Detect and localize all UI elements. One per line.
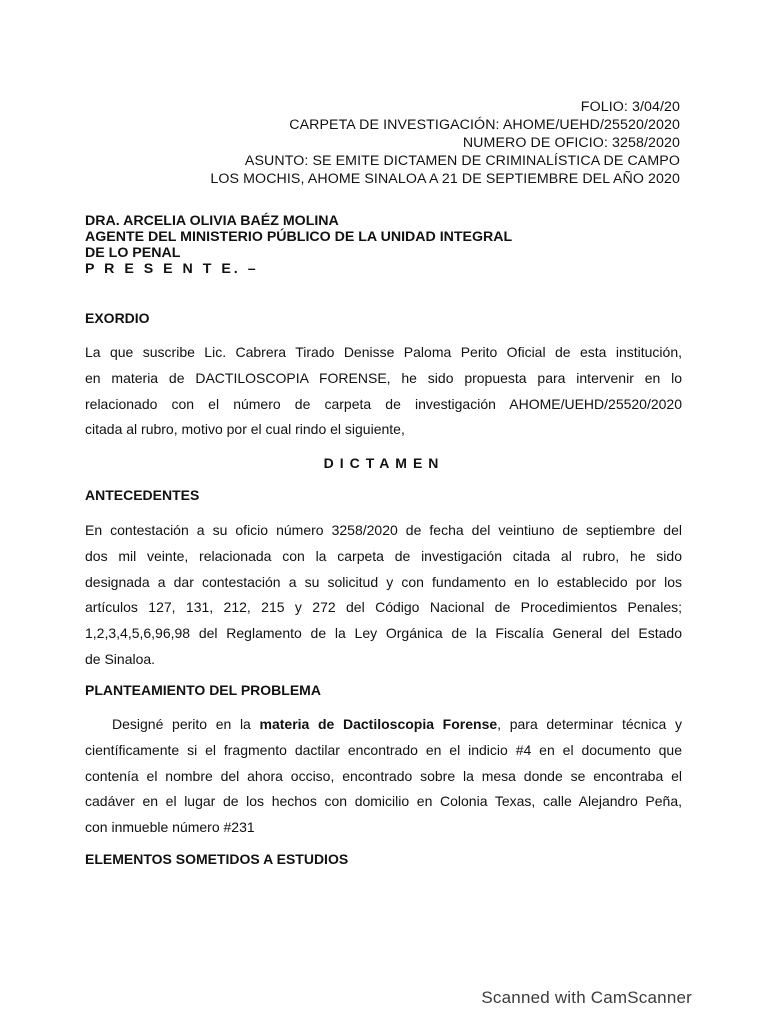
exordio-heading: EXORDIO	[85, 310, 150, 326]
dictamen-title: DICTAMEN	[323, 455, 445, 471]
paragraph-line: artículos 127, 131, 212, 215 y 272 del Código Nacional de Procedimientos Penales;	[85, 599, 682, 616]
elementos-heading: ELEMENTOS SOMETIDOS A ESTUDIOS	[85, 851, 349, 867]
planteamiento-paragraph	[85, 712, 682, 841]
addressee-role-line-2: DE LO PENAL	[85, 245, 181, 261]
paragraph-line: de Sinaloa.	[85, 650, 156, 667]
addressee-block	[85, 213, 512, 277]
oficio-line: NUMERO DE OFICIO: 3258/2020	[462, 135, 680, 151]
paragraph-line	[85, 712, 682, 738]
exordio-paragraph	[85, 340, 682, 443]
planteamiento-text-start: Designé perito en la	[112, 716, 260, 732]
antecedentes-paragraph	[85, 518, 682, 673]
paragraph-line: 1,2,3,4,5,6,96,98 del Reglamento de la Ley Orgánica de la Fiscalía General del Estado	[85, 625, 682, 642]
paragraph-line: científicamente si el fragmento dactilar encontrado en el indicio #4 en el documento que	[85, 741, 682, 758]
paragraph-line: En contestación a su oficio número 3258/2020 de fecha del veintiuno de septiembre del	[85, 522, 682, 538]
paragraph-line: designada a dar contestación a su solicitud y con fundamento en lo establecido por los	[85, 573, 682, 590]
paragraph-line: La que suscribe Lic. Cabrera Tirado Denisse Paloma Perito Oficial de esta institución,	[85, 344, 682, 360]
presente-line: P R E S E N T E. –	[85, 261, 259, 277]
paragraph-line: relacionado con el número de carpeta de investigación AHOME/UEHD/25520/2020	[85, 395, 682, 412]
paragraph-line: contenía el nombre del ahora occiso, encontrado sobre la mesa donde se encontraba el	[85, 767, 682, 784]
carpeta-line: CARPETA DE INVESTIGACIÓN: AHOME/UEHD/25520/2020	[289, 117, 680, 133]
paragraph-line: citada al rubro, motivo por el cual rindo el siguiente,	[85, 421, 405, 438]
paragraph-line: con inmueble número #231	[85, 819, 255, 836]
scanner-watermark: Scanned with CamScanner	[481, 988, 692, 1007]
paragraph-line: dos mil veinte, relacionada con la carpeta de investigación citada al rubro, he sido	[85, 547, 682, 564]
document-header	[210, 98, 680, 188]
planteamiento-heading: PLANTEAMIENTO DEL PROBLEMA	[85, 682, 321, 698]
antecedentes-heading: ANTECEDENTES	[85, 487, 200, 503]
paragraph-line: en materia de DACTILOSCOPIA FORENSE, he sido propuesta para intervenir en lo	[85, 369, 682, 386]
folio-line: FOLIO: 3/04/20	[580, 99, 680, 115]
asunto-line: ASUNTO: SE EMITE DICTAMEN DE CRIMINALÍSTICA DE CAMPO	[244, 153, 680, 169]
materia-emphasis: materia de Dactiloscopia Forense	[259, 716, 498, 732]
addressee-name: DRA. ARCELIA OLIVIA BAÉZ MOLINA	[85, 213, 339, 229]
place-date-line: LOS MOCHIS, AHOME SINALOA A 21 DE SEPTIEMBRE DEL AÑO 2020	[210, 171, 680, 187]
planteamiento-text-end: , para determinar técnica y	[497, 716, 682, 732]
paragraph-line: cadáver en el lugar de los hechos con domicilio en Colonia Texas, calle Alejandro Peña,	[85, 793, 682, 810]
addressee-role-line-1: AGENTE DEL MINISTERIO PÚBLICO DE LA UNIDAD INTEGRAL	[85, 229, 513, 245]
